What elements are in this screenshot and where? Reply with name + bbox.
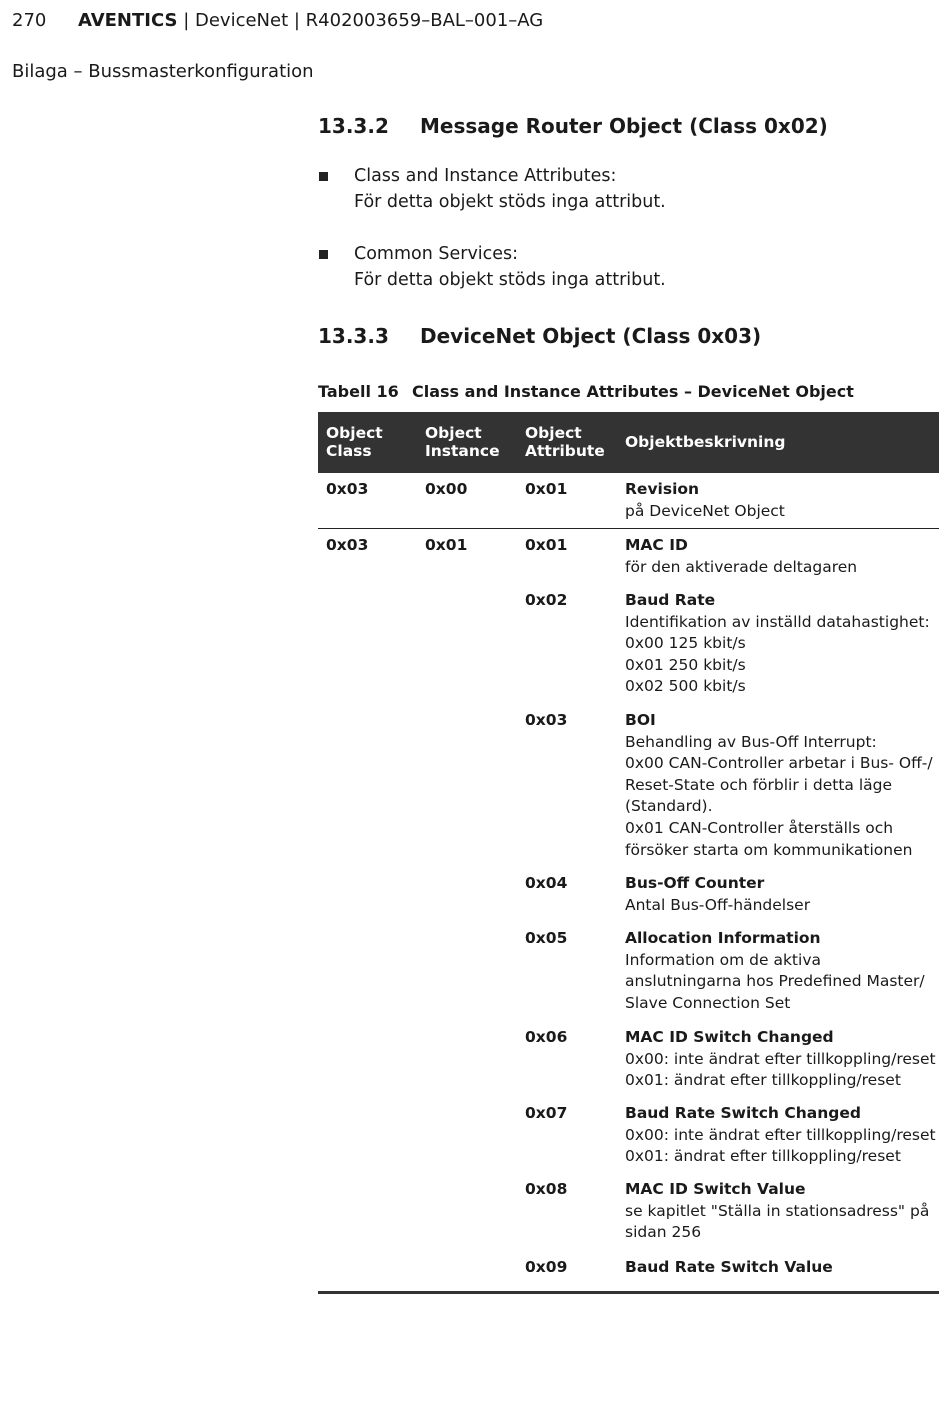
table-bottom-rule (318, 1291, 939, 1294)
cell-object-attribute: 0x04 (525, 874, 568, 892)
page-number: 270 (12, 10, 47, 31)
description-line: för den aktiverade deltagaren (625, 557, 858, 576)
cell-object-attribute: 0x05 (525, 929, 568, 947)
description-title: Revision (625, 480, 700, 498)
bullet-item (318, 241, 666, 293)
description-line: 0x01 250 kbit/s (625, 655, 746, 674)
description-line: Slave Connection Set (625, 993, 791, 1012)
cell-object-instance: 0x01 (425, 536, 468, 554)
cell-object-instance: 0x00 (425, 480, 468, 498)
bullet-square-icon (319, 250, 328, 259)
bullet-line: Common Services: (354, 244, 519, 264)
bullet-line: Class and Instance Attributes: (354, 166, 617, 186)
table-row (318, 1021, 939, 1097)
description-line: anslutningarna hos Predefined Master/ (625, 972, 925, 991)
doc-info: | DeviceNet | R402003659–BAL–001–AG (177, 10, 544, 31)
bullet-line: För detta objekt stöds inga attribut. (354, 192, 666, 212)
bullet-square-icon (319, 172, 328, 181)
cell-object-attribute: 0x08 (525, 1180, 568, 1198)
description-title: MAC ID Switch Changed (625, 1028, 834, 1046)
cell-description (625, 479, 939, 522)
description-title: MAC ID (625, 536, 688, 554)
description-line: 0x00: inte ändrat efter tillkoppling/reset (625, 1125, 936, 1144)
description-line: Behandling av Bus-Off Interrupt: (625, 732, 877, 751)
cell-object-attribute: 0x01 (525, 536, 568, 554)
header-object-attribute: Object Attribute (525, 424, 605, 460)
description-line: försöker starta om kommunikationen (625, 840, 913, 859)
description-line: 0x01: ändrat efter tillkoppling/reset (625, 1071, 901, 1090)
table-row (318, 922, 939, 1021)
table-caption (318, 382, 854, 401)
brand-name: AVENTICS (78, 10, 178, 31)
bullet-line: För detta objekt stöds inga attribut. (354, 270, 666, 290)
cell-object-class: 0x03 (326, 536, 369, 554)
description-line: 0x01: ändrat efter tillkoppling/reset (625, 1147, 901, 1166)
table-row (318, 529, 939, 584)
cell-description (625, 1257, 939, 1279)
description-line: 0x02 500 kbit/s (625, 677, 746, 696)
cell-description (625, 710, 939, 861)
table-row (318, 1097, 939, 1173)
section-number: 13.3.3 (318, 324, 389, 348)
header-object-instance: Object Instance (425, 424, 500, 460)
section-heading-13-3-3 (318, 324, 761, 348)
description-title: Baud Rate Switch Value (625, 1258, 833, 1276)
section-title: Message Router Object (Class 0x02) (420, 114, 828, 138)
description-title: Baud Rate Switch Changed (625, 1104, 861, 1122)
description-line: Identifikation av inställd datahastighet: (625, 612, 930, 631)
description-title: BOI (625, 711, 656, 729)
description-line: 0x01 CAN-Controller återställs och (625, 818, 894, 837)
description-line: Information om de aktiva (625, 950, 821, 969)
description-title: Baud Rate (625, 591, 716, 609)
table-row (318, 704, 939, 867)
description-line: 0x00 CAN-Controller arbetar i Bus- Off-/ (625, 754, 933, 773)
description-line: Antal Bus-Off-händelser (625, 895, 811, 914)
cell-description (625, 535, 939, 578)
cell-description (625, 1179, 939, 1244)
header-description: Objektbeskrivning (625, 433, 786, 451)
table-row (318, 473, 939, 528)
description-title: MAC ID Switch Value (625, 1180, 806, 1198)
description-line: på DeviceNet Object (625, 501, 785, 520)
description-line: Reset-State och förblir i detta läge (625, 775, 893, 794)
page-header (12, 10, 543, 31)
cell-description (625, 928, 939, 1014)
cell-object-attribute: 0x01 (525, 480, 568, 498)
bullet-item (318, 163, 666, 215)
description-title: Allocation Information (625, 929, 821, 947)
description-title: Bus-Off Counter (625, 874, 765, 892)
description-line: (Standard). (625, 797, 713, 816)
section-heading-13-3-2 (318, 114, 828, 138)
table-caption-text: Class and Instance Attributes – DeviceNet Object (412, 382, 854, 401)
section-number: 13.3.2 (318, 114, 389, 138)
table-row (318, 1251, 939, 1291)
table-caption-label: Tabell 16 (318, 382, 399, 401)
cell-object-attribute: 0x02 (525, 591, 568, 609)
table-header (318, 412, 939, 473)
cell-description (625, 1103, 939, 1168)
cell-object-attribute: 0x03 (525, 711, 568, 729)
description-line: sidan 256 (625, 1223, 702, 1242)
cell-description (625, 590, 939, 698)
description-line: 0x00: inte ändrat efter tillkoppling/reset (625, 1049, 936, 1068)
cell-object-attribute: 0x07 (525, 1104, 568, 1122)
cell-object-attribute: 0x09 (525, 1258, 568, 1276)
table-body (318, 473, 939, 1291)
section-title: DeviceNet Object (Class 0x03) (420, 324, 762, 348)
cell-object-class: 0x03 (326, 480, 369, 498)
header-object-class: Object Class (326, 424, 383, 460)
table-row (318, 584, 939, 704)
chapter-title: Bilaga – Bussmasterkonfiguration (12, 61, 314, 82)
table-row (318, 1173, 939, 1251)
description-line: se kapitlet "Ställa in stationsadress" på (625, 1201, 930, 1220)
attributes-table (318, 412, 939, 1294)
description-line: 0x00 125 kbit/s (625, 634, 746, 653)
cell-object-attribute: 0x06 (525, 1028, 568, 1046)
cell-description (625, 873, 939, 916)
table-row (318, 867, 939, 922)
cell-description (625, 1027, 939, 1092)
